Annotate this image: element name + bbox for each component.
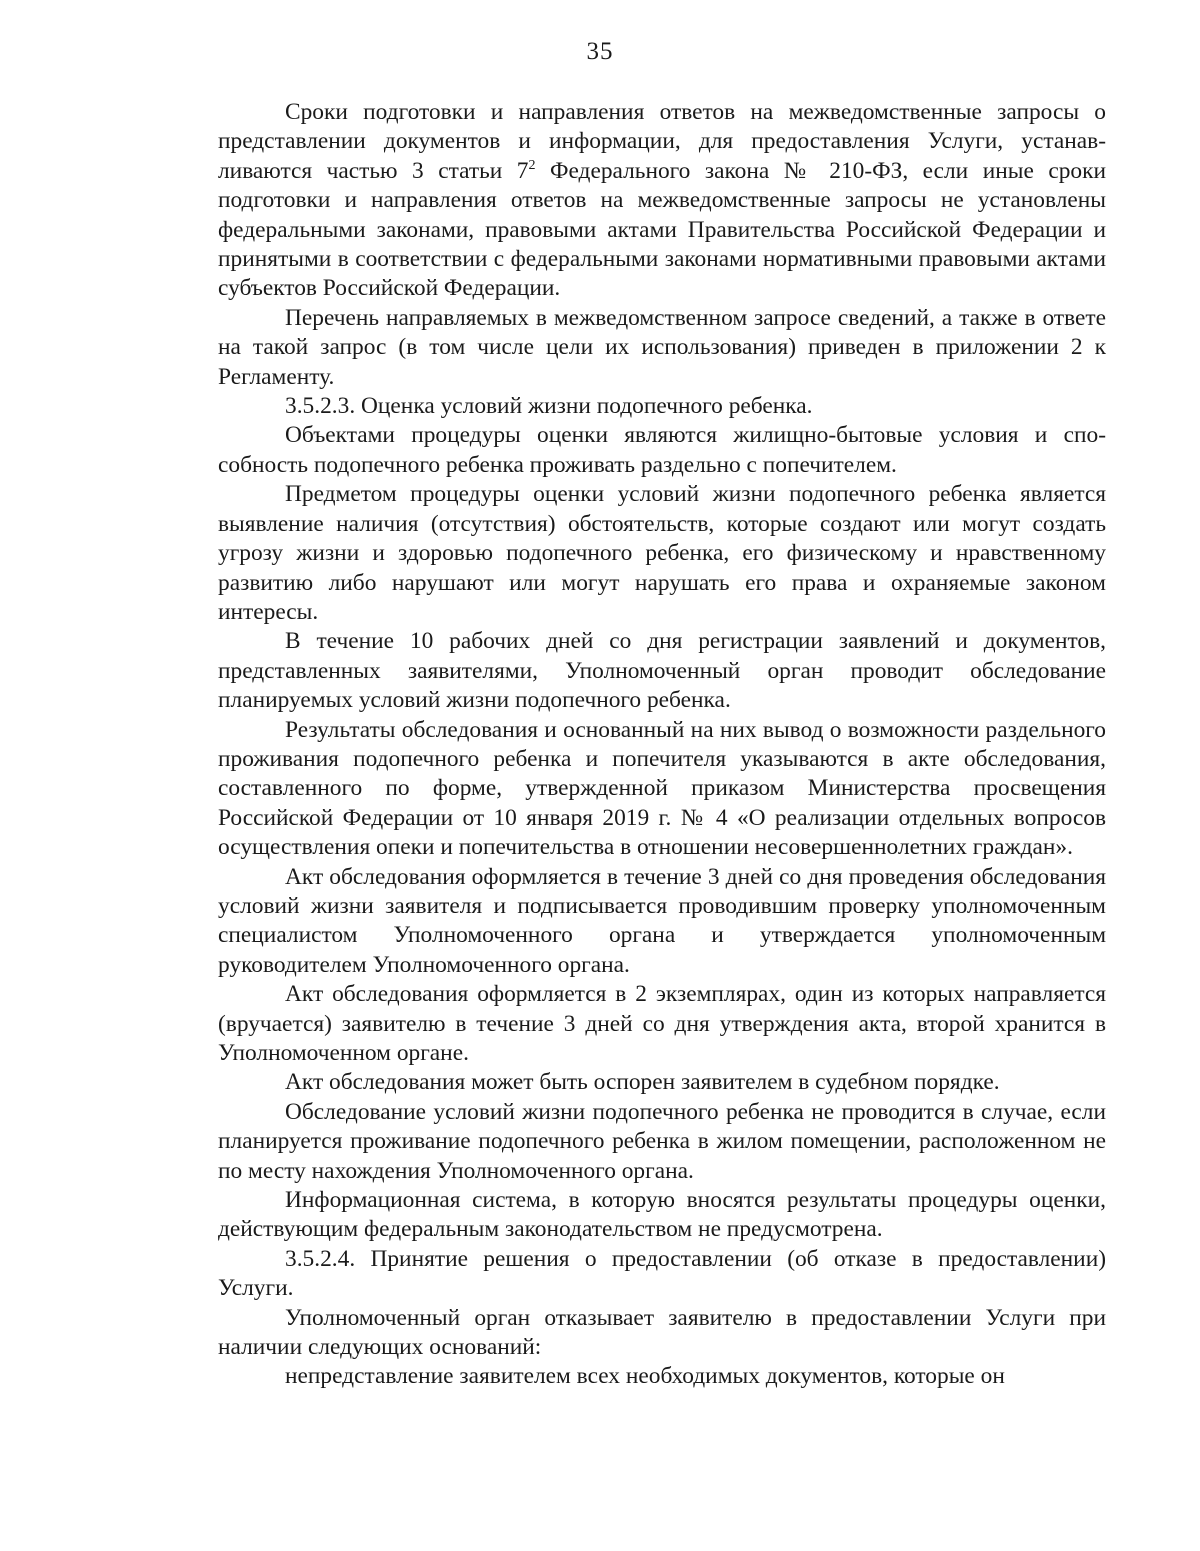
paragraph-inspection-results: Результаты обследования и основанный на них вывод о возможности раздельного проживания подопечного ребенка и попечителя указываются в акте обследования, составленного по форме, утвержденной приказом Министерства просвещения Российской Федерации от 10 января 2019 г. № 4 «О реализации отдельных вопросов осуществления опеки и попечительства в отношении несовершеннолетних граждан». xyxy=(218,716,1106,861)
paragraph-inspection-term: В течение 10 рабочих дней со дня регистрации заявлений и документов, представленных заявителями, Уполномоченный орган проводит обследование планируемых условий жизни подопечного ребенка. xyxy=(218,628,1106,714)
paragraph-assessment-subject: Предметом процедуры оценки условий жизни подопечного ребенка является выявление наличия (отсутствия) обстоятельств, которые создают или могут создать угрозу жизни и здоровью подопечного ребенка, его физическому и нравственному развитию либо нарушают или могут нарушать его права и охраняемые законом интересы. xyxy=(218,481,1106,625)
paragraph-request-contents: Перечень направляемых в межведомственном запросе сведений, а также в ответе на такой запрос (в том числе цели их использования) приведен в приложении 2 к Регламенту. xyxy=(218,304,1106,390)
document-body xyxy=(218,98,1106,1392)
section-heading-3-5-2-4: 3.5.2.4. Принятие решения о предоставлении (об отказе в предоставлении) Услуги. xyxy=(218,1245,1106,1302)
paragraph-inspection-exception: Обследование условий жизни подопечного ребенка не проводится в случае, если планируется проживание подопечного ребенка в жилом помещении, расположенном не по месту нахождения Уполномоченного органа. xyxy=(218,1098,1106,1184)
page-number: 35 xyxy=(586,38,614,65)
paragraph-response-deadlines: Сроки подготовки и направления ответов на межведомственные запросы о представлении документов и информации, для предоставления Услуги, устанавливаются частью 3 статьи $7^2$ Федерального закона № 210-ФЗ, если иные сроки подготовки и направления ответов на межведомственные запросы не установлены федеральными законами, правовыми актами Правительства Российской Федерации и принятыми в соответствии с федеральными законами нормативными правовыми актами субъектов Российской Федерации. xyxy=(218,99,1106,302)
paragraph-act-copies: Акт обследования оформляется в 2 экземплярах, один из которых направляется (вручается) заявителю в течение 3 дней со дня утверждения акта, второй хранится в Уполномоченном органе. xyxy=(218,981,1106,1066)
paragraph-refusal-ground-1: непредставление заявителем всех необходимых документов, которые он xyxy=(285,1363,1005,1390)
paragraph-information-system: Информационная система, в которую вносятся результаты процедуры оценки, действующим федеральным законодательством не предусмотрена. xyxy=(218,1187,1106,1243)
section-heading-3-5-2-3: 3.5.2.3. Оценка условий жизни подопечного ребенка. xyxy=(285,393,813,420)
paragraph-refusal-grounds: Уполномоченный орган отказывает заявителю в предоставлении Услуги при наличии следующих оснований: xyxy=(218,1304,1106,1361)
paragraph-assessment-objects: Объектами процедуры оценки являются жилищно-бытовые условия и способность подопечного ребенка проживать раздельно с попечителем. xyxy=(218,422,1106,478)
paragraph-act-appeal: Акт обследования может быть оспорен заявителем в судебном порядке. xyxy=(285,1069,1000,1096)
paragraph-act-preparation: Акт обследования оформляется в течение 3 дней со дня проведения обследования условий жизни заявителя и подписывается проводившим проверку уполномоченным специалистом Уполномоченного органа и утверждается уполномоченным руководителем Уполномоченного органа. xyxy=(218,863,1106,978)
